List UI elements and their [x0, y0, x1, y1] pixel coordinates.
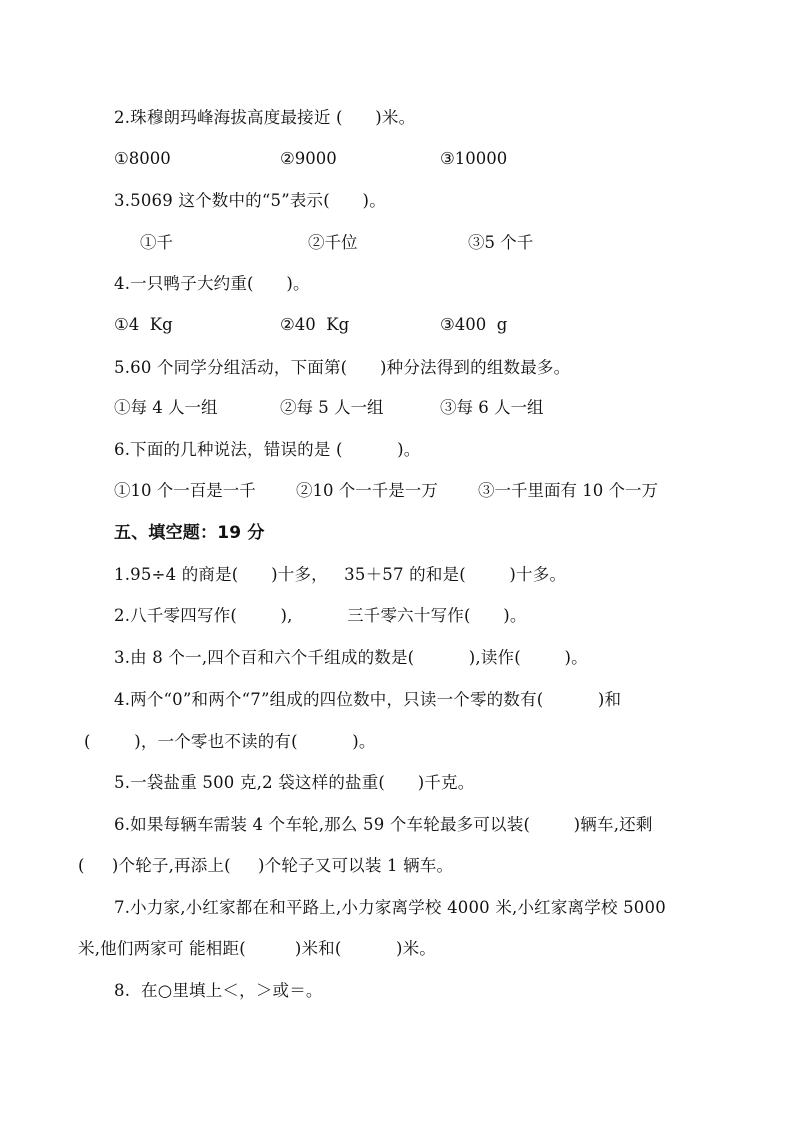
question-6-option-1: ①10 个一百是一千: [114, 481, 256, 500]
question-3-option-1: ①千: [140, 233, 173, 252]
question-2-option-3: ③10000: [440, 149, 508, 168]
fill-question-5: 5.一袋盐重 500 克,2 袋这样的盐重( )千克。: [114, 773, 475, 792]
fill-question-3: 3.由 8 个一,四个百和六个千组成的数是( ),读作( )。: [114, 648, 588, 667]
question-4-option-1: ①4 Kg: [114, 315, 173, 334]
fill-question-7-line-2: 米,他们两家可 能相距( )米和( )米。: [78, 939, 436, 958]
question-2-option-2: ②9000: [280, 149, 337, 168]
question-5-option-3: ③每 6 人一组: [440, 398, 544, 417]
question-6-option-2: ②10 个一千是一万: [296, 481, 438, 500]
question-3-stem: 3.5069 这个数中的“5”表示( )。: [114, 191, 386, 210]
section-5-heading: 五、填空题：19 分: [114, 523, 265, 543]
question-3-option-3: ③5 个千: [468, 233, 534, 252]
fill-question-4-line-2: ( )，一个零也不读的有( )。: [84, 732, 376, 751]
question-2-stem: 2.珠穆朗玛峰海拔高度最接近 ( )米。: [114, 108, 416, 127]
question-4-stem: 4.一只鸭子大约重( )。: [114, 274, 310, 293]
fill-question-6-line-1: 6.如果每辆车需装 4 个车轮,那么 59 个车轮最多可以装( )辆车,还剩: [114, 815, 653, 834]
question-4-option-3: ③400 g: [440, 315, 508, 334]
fill-question-7-line-1: 7.小力家,小红家都在和平路上,小力家离学校 4000 米,小红家离学校 5000: [114, 898, 666, 917]
question-6-option-3: ③一千里面有 10 个一万: [478, 481, 658, 500]
question-2-option-1: ①8000: [114, 149, 171, 168]
fill-question-2: 2.八千零四写作( ), 三千零六十写作( )。: [114, 606, 527, 625]
question-5-stem: 5.60 个同学分组活动，下面第( )种分法得到的组数最多。: [114, 358, 571, 377]
question-3-option-2: ②千位: [308, 233, 358, 252]
fill-question-1: 1.95÷4 的商是( )十多， 35＋57 的和是( )十多。: [114, 565, 567, 584]
question-4-option-2: ②40 Kg: [280, 315, 350, 334]
question-6-stem: 6.下面的几种说法，错误的是 ( )。: [114, 440, 421, 459]
fill-question-8: 8. 在○里填上＜，＞或＝。: [114, 981, 323, 1000]
question-5-option-2: ②每 5 人一组: [280, 398, 384, 417]
fill-question-6-line-2: ( )个轮子,再添上( )个轮子又可以装 1 辆车。: [78, 856, 454, 875]
fill-question-4-line-1: 4.两个“0”和两个“7”组成的四位数中，只读一个零的数有( )和: [114, 690, 622, 709]
question-5-option-1: ①每 4 人一组: [114, 398, 218, 417]
